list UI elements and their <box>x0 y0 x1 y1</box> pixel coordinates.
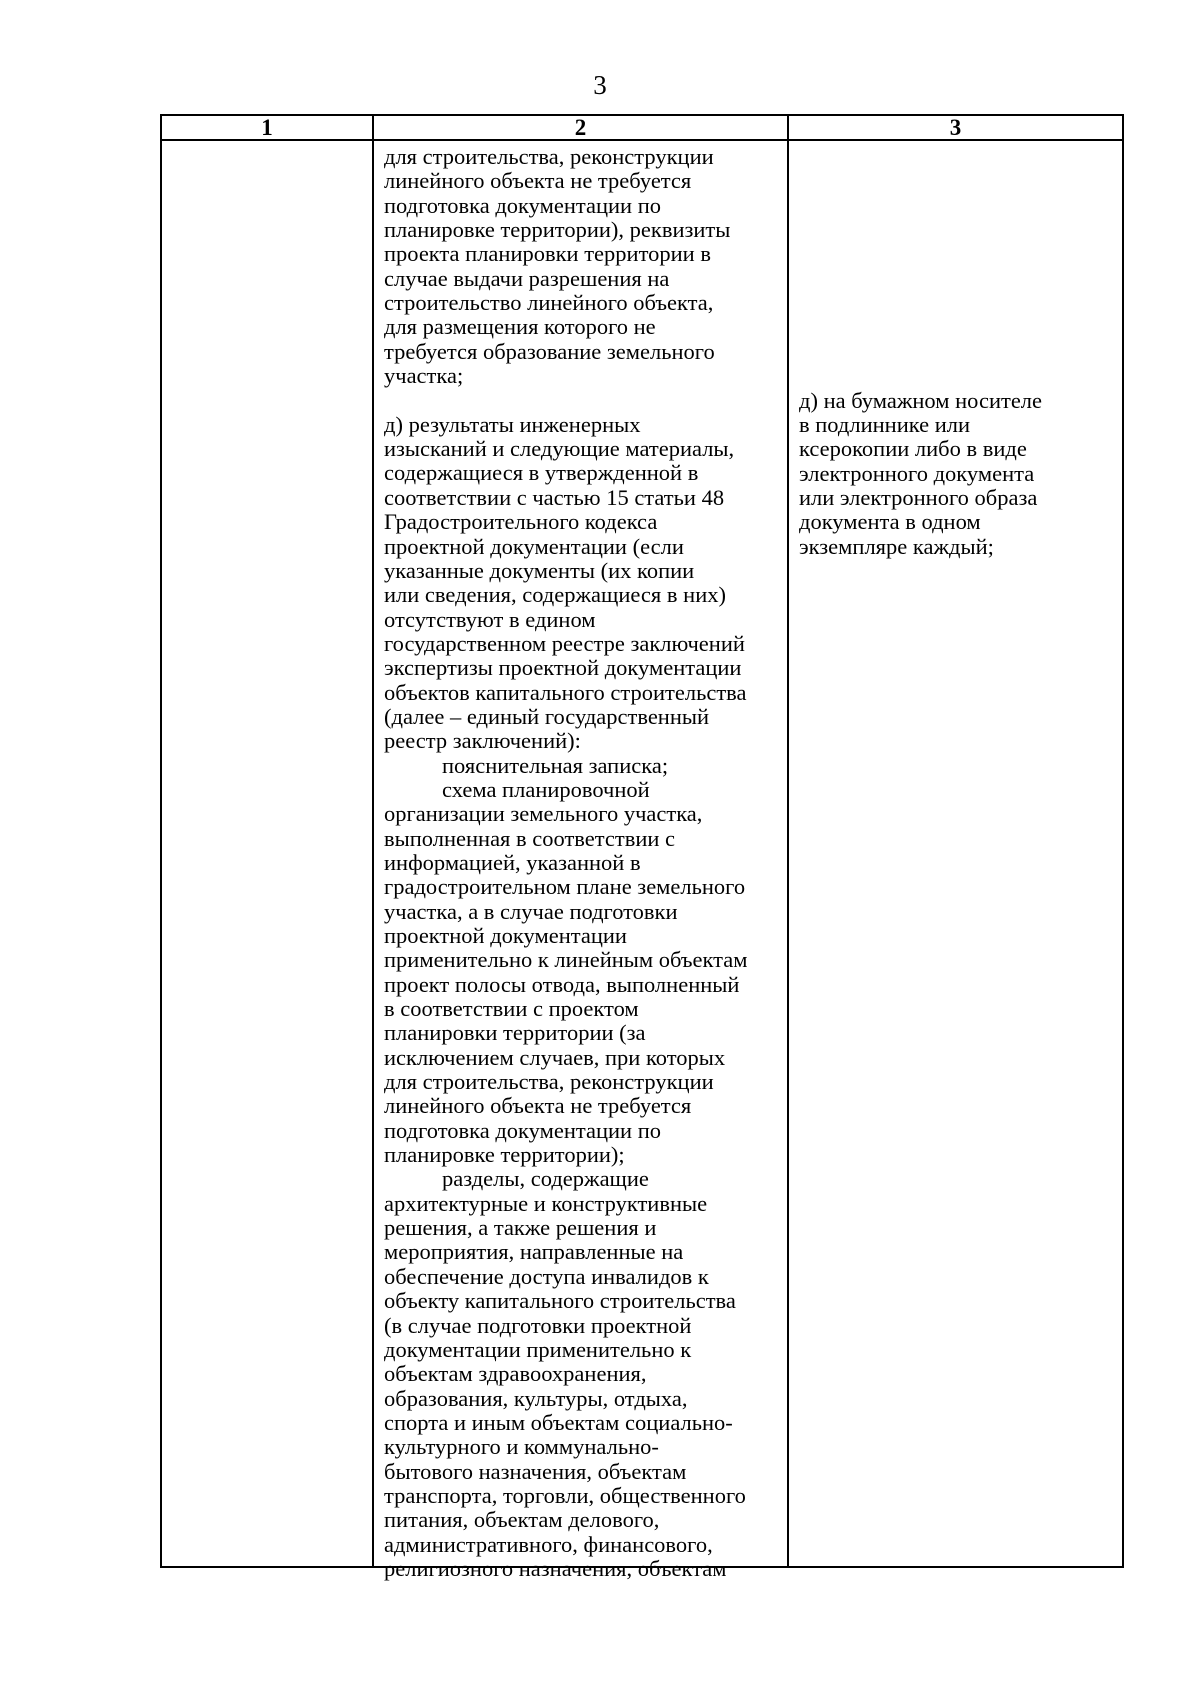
column-header-3: 3 <box>788 115 1123 140</box>
col2-paragraph-5: разделы, содержащие архитектурные и конструктивные решения, а также решения и мероприятия, направленные на обеспечение доступа инвалидов к объекту капитального строительства (в случае подготовки проектной документации применительно к объектам здравоохранения, образования, культуры, отдыха, спорта и иным объектам социально- культурного и коммунально- бытового назначения, объектам транспорта, торговли, общественного питания, объектам делового, административного, финансового, религиозного назначения, объектам <box>384 1166 746 1581</box>
col3-paragraph-1: д) на бумажном носителе в подлиннике или ксерокопии либо в виде электронного документа или электронного образа документа в одном экземпляре каждый; <box>799 387 1043 559</box>
page-number: 3 <box>593 70 607 100</box>
col2-paragraph-2: д) результаты инженерных изысканий и следующие материалы, содержащиеся в утвержденной в соответствии с частью 15 статьи 48 Градостроительного кодекса проектной документации (если указанные документы (их копии или сведения, содержащиеся в них) отсутствуют в едином государственном реестре заключений экспертизы проектной документации объектов капитального строительства (далее – единый государственный реестр заключений): <box>384 411 747 754</box>
column-header-1: 1 <box>161 115 373 140</box>
table-header-row <box>161 115 1123 140</box>
table-cell-col2 <box>373 140 788 1581</box>
table-cell-col3 <box>788 140 1123 1567</box>
col3-content <box>799 145 1112 1562</box>
col2-paragraph-3: пояснительная записка; <box>442 752 669 778</box>
table-cell-col1 <box>161 140 373 1567</box>
col2-paragraph-1: для строительства, реконструкции линейного объекта не требуется подготовка документации по планировке территории), реквизиты проекта планировки территории в случае выдачи разрешения на строительство линейного объекта, для размещения которого не требуется образование земельного участка; <box>384 144 731 389</box>
document-table <box>160 114 1124 1581</box>
column-header-2: 2 <box>373 115 788 140</box>
table-row <box>161 140 1123 1567</box>
paragraph-spacer <box>384 388 777 412</box>
col3-spacer <box>799 145 1112 389</box>
col1-text <box>172 145 362 1562</box>
col2-content <box>384 144 777 1581</box>
col2-paragraph-4: схема планировочной организации земельного участка, выполненная в соответствии с информацией, указанной в градостроительном плане земельного участка, а в случае подготовки проектной документации применительно к линейным объектам проект полосы отвода, выполненный в соответствии с проектом планировки территории (за исключением случаев, при которых для строительства, реконструкции линейного объекта не требуется подготовка документации по планировке территории); <box>384 776 748 1168</box>
